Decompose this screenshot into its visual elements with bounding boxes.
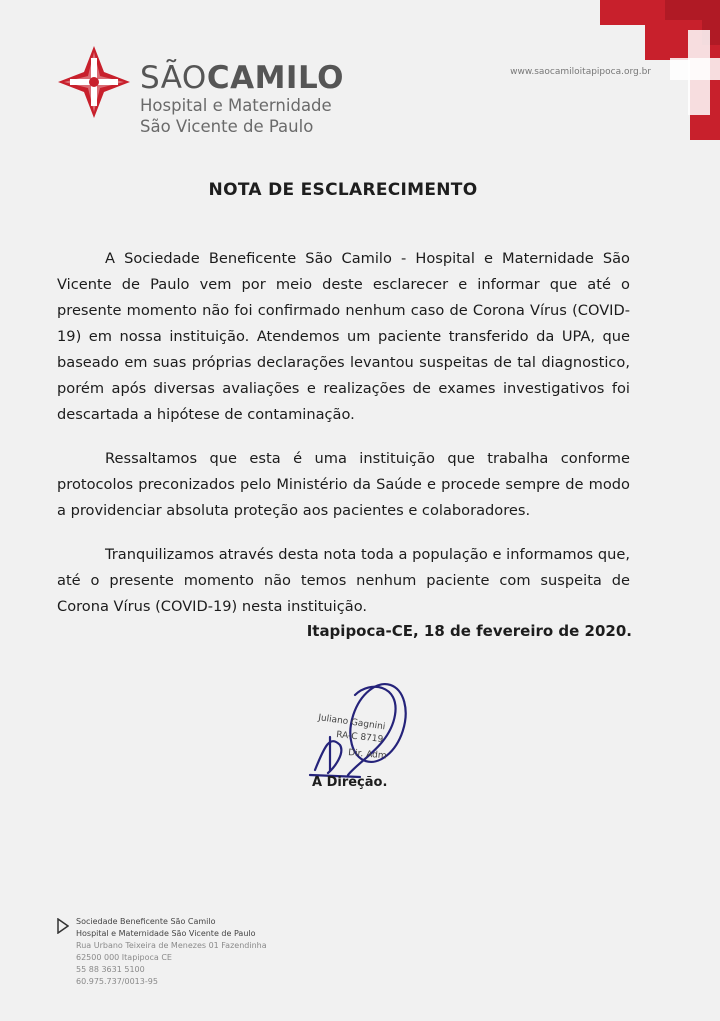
brand-subtitle-line1: Hospital e Maternidade xyxy=(140,96,332,115)
brand-name-sao: SÃO xyxy=(140,60,207,96)
paragraph-3: Tranquilizamos através desta nota toda a população e informamos que, até o presente momento não temos nenhum paciente com suspeita de Corona Vírus (COVID-19) nesta instituição. xyxy=(57,546,630,615)
date-line: Itapipoca-CE, 18 de fevereiro de 2020. xyxy=(306,622,632,640)
brand-block xyxy=(140,62,344,137)
website-url: www.saocamiloitapipoca.org.br xyxy=(510,67,651,77)
footer-line-3: Rua Urbano Teixeira de Menezes 01 Fazendinha xyxy=(76,941,267,950)
document-body xyxy=(57,246,630,638)
signature-label: A Direção. xyxy=(312,775,388,790)
brand-name xyxy=(140,62,344,95)
svg-text:Juliano Gagnini: Juliano Gagnini xyxy=(317,713,386,733)
footer-line-1: Sociedade Beneficente São Camilo xyxy=(76,917,216,926)
svg-text:Dir. Adm: Dir. Adm xyxy=(347,748,387,762)
paragraph-1: A Sociedade Beneficente São Camilo - Hospital e Maternidade São Vicente de Paulo vem por meio deste esclarecer e informar que até o presente momento não foi confirmado nenhum caso de Corona Vírus (COVID-19) em nossa instituição. Atendemos um paciente transferido da UPA, que baseado em suas próprias declarações levantou suspeitas de tal diagnostico, porém após diversas avaliações e realizações de exames investigativos foi descartada a hipótese de contaminação. xyxy=(57,250,630,423)
footer-line-4: 62500 000 Itapipoca CE xyxy=(76,953,172,962)
sao-camilo-logo-icon xyxy=(56,44,132,120)
brand-subtitle-line2: São Vicente de Paulo xyxy=(140,117,314,136)
svg-text:RA-C 8719: RA-C 8719 xyxy=(335,730,384,745)
footer-line-5: 55 88 3631 5100 xyxy=(76,965,145,974)
document-title: NOTA DE ESCLARECIMENTO xyxy=(208,180,478,200)
footer-line-6: 60.975.737/0013-95 xyxy=(76,977,158,986)
footer-line-2: Hospital e Maternidade São Vicente de Paulo xyxy=(76,929,256,938)
brand-name-camilo: CAMILO xyxy=(206,60,344,96)
footer-arrow-icon xyxy=(57,918,69,934)
paragraph-2: Ressaltamos que esta é uma instituição que trabalha conforme protocolos preconizados pelo Ministério da Saúde e procede sempre de modo a providenciar absoluta proteção aos pacientes e colaboradores. xyxy=(57,450,630,519)
